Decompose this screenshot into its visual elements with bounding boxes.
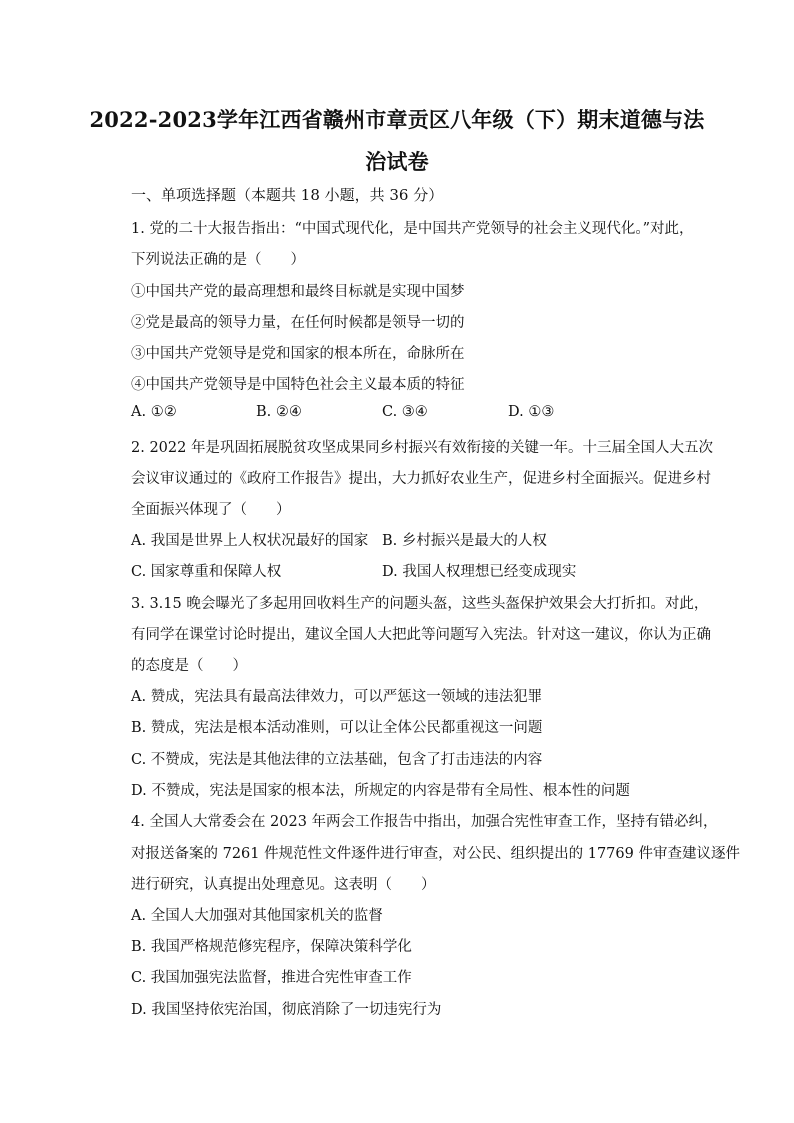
exam-title-line2: 治试卷 xyxy=(365,149,429,174)
q2-option-c: C. 国家尊重和保障人权 xyxy=(131,564,282,580)
q1-stem-line2: 下列说法正确的是（ ） xyxy=(131,252,305,268)
q3-stem-line3: 的态度是（ ） xyxy=(131,658,247,674)
q1-option-a: A. ①② xyxy=(131,404,177,420)
q3-option-a: A. 赞成，宪法具有最高法律效力，可以严惩这一领域的违法犯罪 xyxy=(131,689,543,705)
exam-title-line1: 2022-2023学年江西省赣州市章贡区八年级（下）期末道德与法 xyxy=(89,107,705,132)
q2-option-b: B. 乡村振兴是最大的人权 xyxy=(382,533,547,549)
q2-option-a: A. 我国是世界上人权状况最好的国家 xyxy=(131,533,369,549)
q1-statement-1: ①中国共产党的最高理想和最终目标就是实现中国梦 xyxy=(131,284,465,300)
q1-statement-2: ②党是最高的领导力量，在任何时候都是领导一切的 xyxy=(131,315,465,331)
q2-stem-line1: 2. 2022 年是巩固拓展脱贫攻坚成果同乡村振兴有效衔接的关键一年。十三届全国人大五次 xyxy=(131,440,713,456)
q2-option-d: D. 我国人权理想已经变成现实 xyxy=(382,564,577,580)
q4-option-d: D. 我国坚持依宪治国，彻底消除了一切违宪行为 xyxy=(131,1002,442,1018)
q4-stem-line2: 对报送备案的 7261 件规范性文件逐件进行审查，对公民、组织提出的 17769 件审查建议逐件 xyxy=(131,846,740,862)
section-heading: 一、单项选择题（本题共 18 小题，共 36 分） xyxy=(131,186,444,204)
q4-option-a: A. 全国人大加强对其他国家机关的监督 xyxy=(131,908,383,924)
q4-stem-line3: 进行研究，认真提出处理意见。这表明（ ） xyxy=(131,877,436,893)
q2-stem-line2: 会议审议通过的《政府工作报告》提出，大力抓好农业生产，促进乡村全面振兴。促进乡村 xyxy=(131,471,711,487)
q1-stem-line1: 1. 党的二十大报告指出：“中国式现代化，是中国共产党领导的社会主义现代化。”对此， xyxy=(131,221,694,237)
q3-option-c: C. 不赞成，宪法是其他法律的立法基础，包含了打击违法的内容 xyxy=(131,752,543,768)
q3-option-d: D. 不赞成，宪法是国家的根本法，所规定的内容是带有全局性、根本性的问题 xyxy=(131,783,630,799)
q4-stem-line1: 4. 全国人大常委会在 2023 年两会工作报告中指出，加强合宪性审查工作，坚持有错必纠， xyxy=(131,814,718,830)
q1-statement-4: ④中国共产党领导是中国特色社会主义最本质的特征 xyxy=(131,377,465,393)
q3-option-b: B. 赞成，宪法是根本活动准则，可以让全体公民都重视这一问题 xyxy=(131,720,543,736)
q3-stem-line1: 3. 3.15 晚会曝光了多起用回收料生产的问题头盔，这些头盔保护效果会大打折扣。对此， xyxy=(131,596,709,612)
q1-option-c: C. ③④ xyxy=(382,404,428,420)
q2-stem-line3: 全面振兴体现了（ ） xyxy=(131,502,291,518)
q1-option-d: D. ①③ xyxy=(508,404,555,420)
q4-option-b: B. 我国严格规范修宪程序，保障决策科学化 xyxy=(131,939,412,955)
q4-option-c: C. 我国加强宪法监督，推进合宪性审查工作 xyxy=(131,970,412,986)
q1-option-b: B. ②④ xyxy=(256,404,302,420)
q1-statement-3: ③中国共产党领导是党和国家的根本所在，命脉所在 xyxy=(131,346,465,362)
q3-stem-line2: 有同学在课堂讨论时提出，建议全国人大把此等问题写入宪法。针对这一建议，你认为正确 xyxy=(131,627,711,643)
